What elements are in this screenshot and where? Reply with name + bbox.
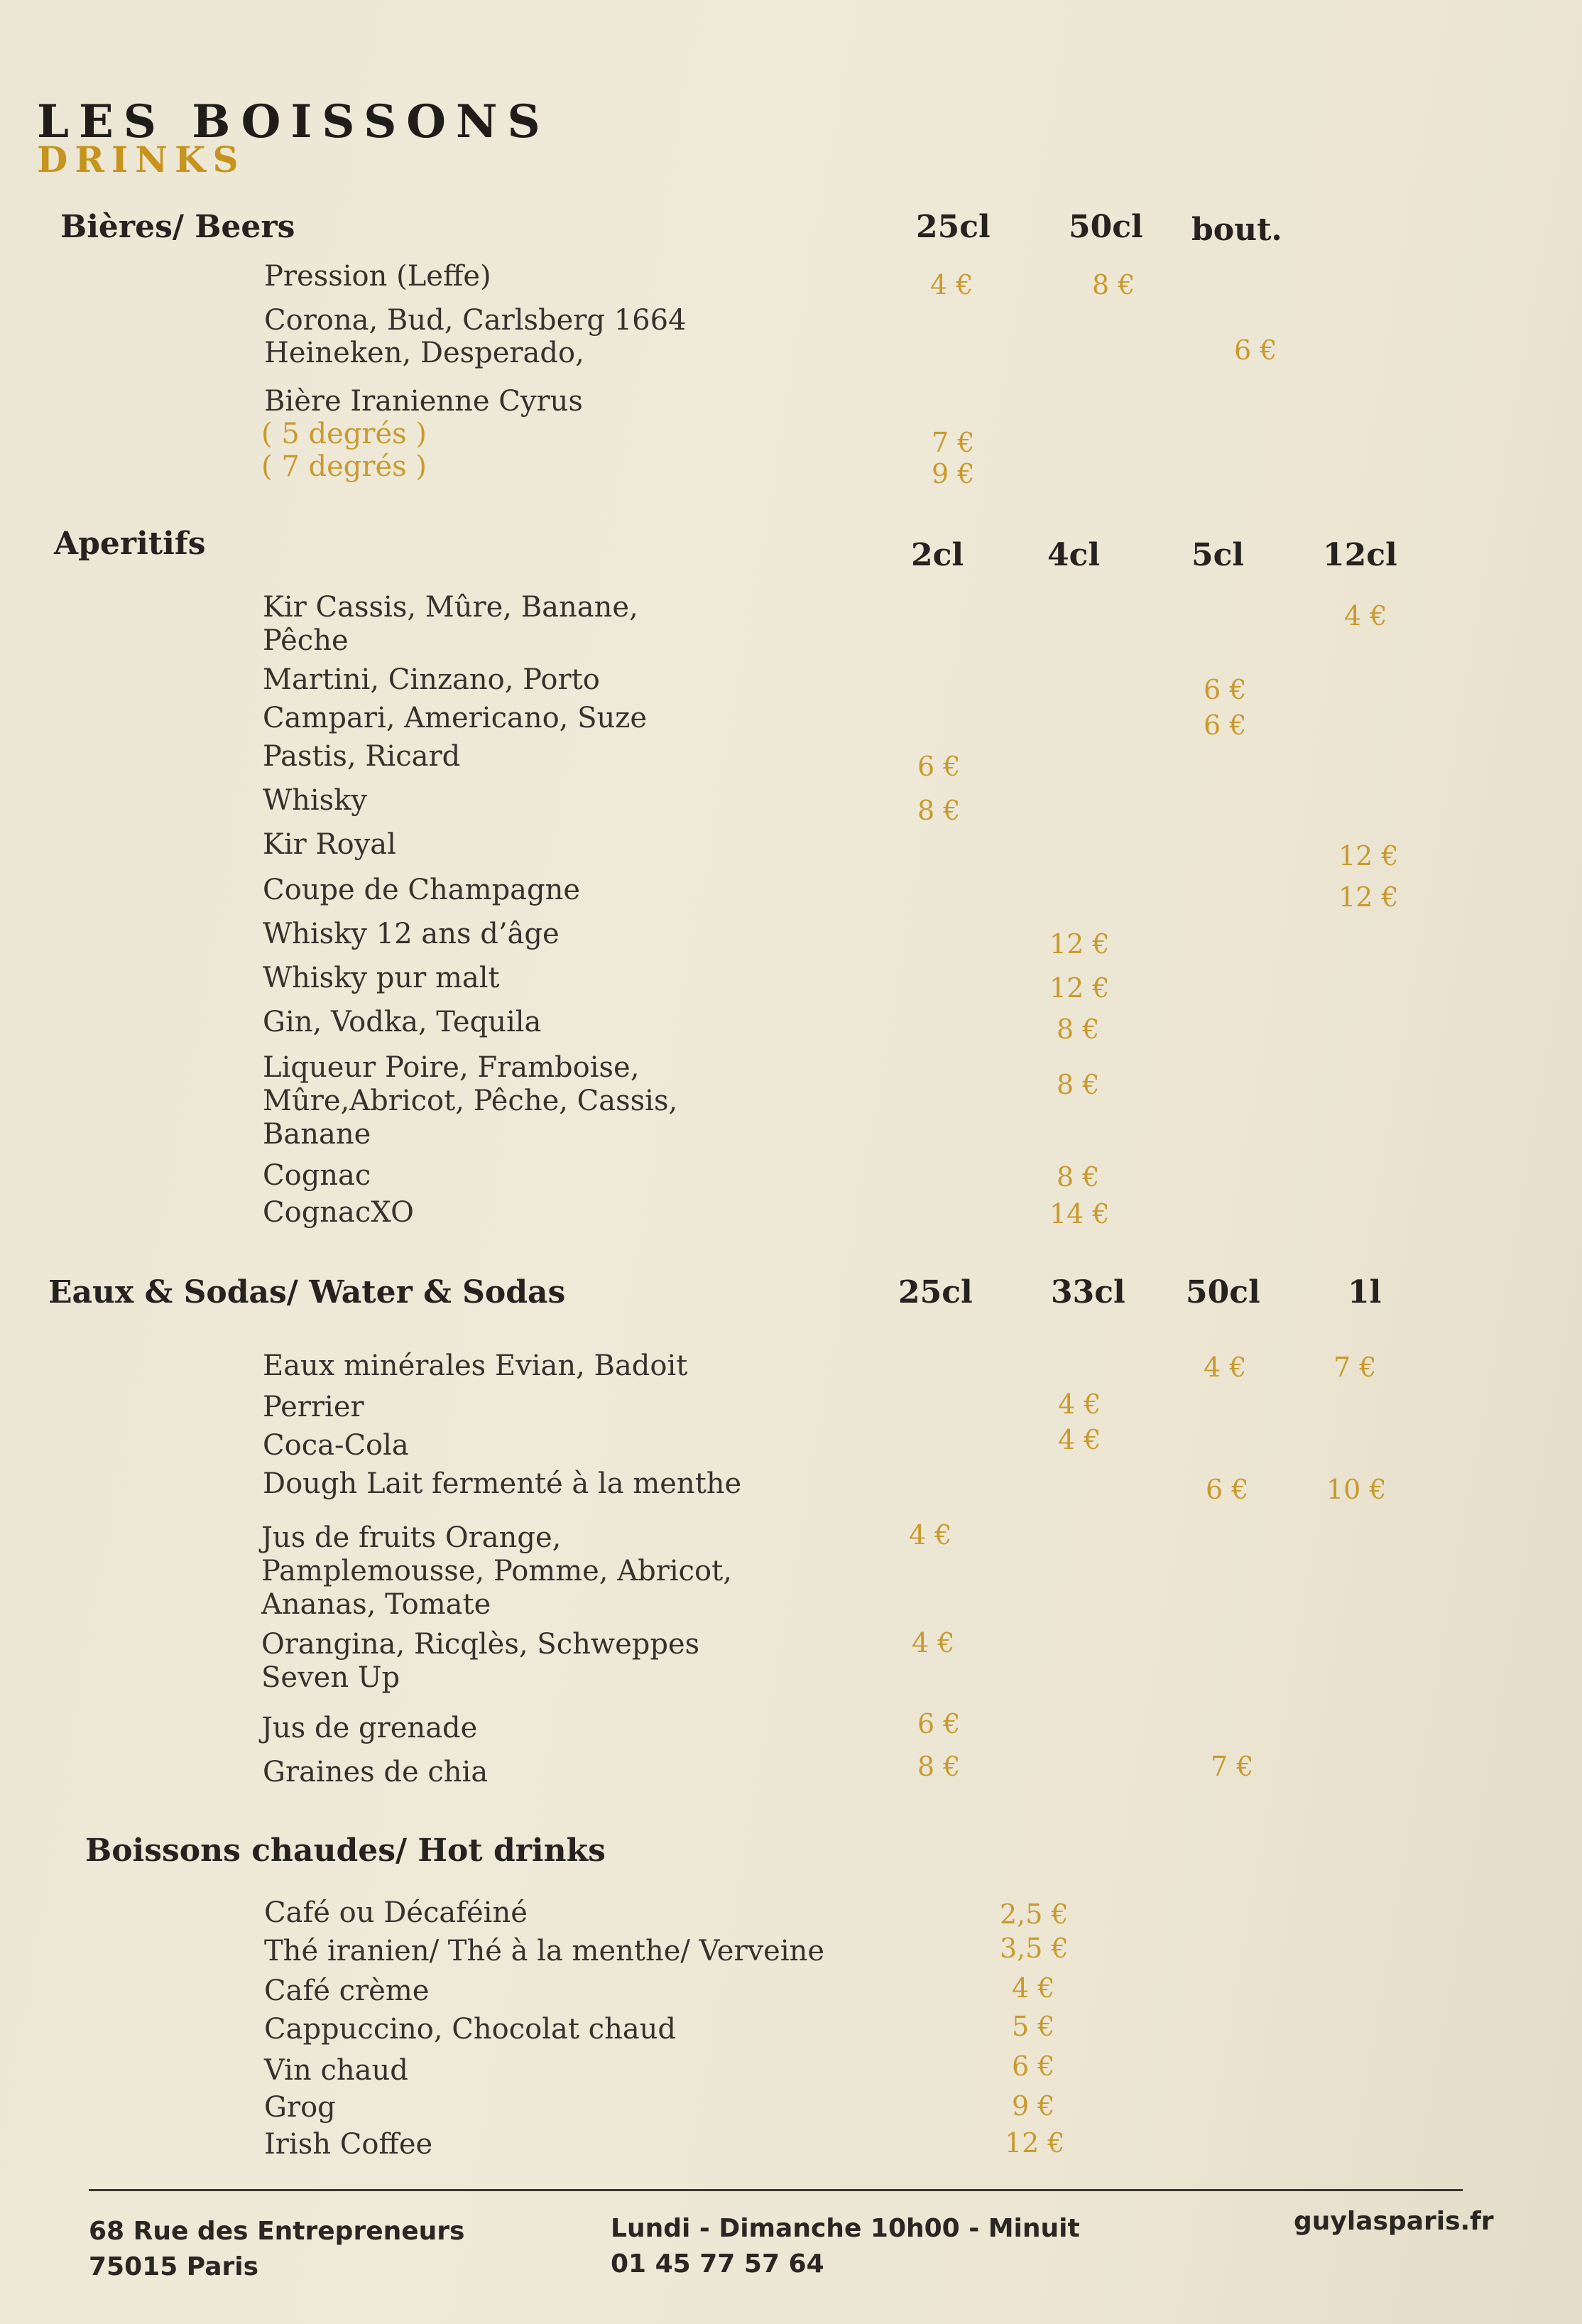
menu-item-price: 2,5 € [1000, 1899, 1069, 1930]
menu-item-price: 6 € [1234, 335, 1277, 366]
section-title-beers: Bières/ Beers [60, 209, 295, 245]
menu-item-price: 9 € [932, 458, 975, 489]
menu-item-price: 8 € [917, 795, 961, 826]
menu-item-price: 6 € [1012, 2051, 1055, 2082]
menu-item-price: 5 € [1012, 2011, 1055, 2042]
column-header: 33cl [1051, 1274, 1125, 1310]
menu-item-price: 12 € [1338, 881, 1399, 913]
menu-item-price: 8 € [1092, 269, 1135, 300]
menu-item-name: Liqueur Poire, Framboise, Mûre,Abricot, Pêche, Cassis, Banane [263, 1051, 678, 1151]
menu-item-price: 14 € [1049, 1198, 1110, 1229]
menu-item-name: Grog [264, 2091, 336, 2124]
menu-item-price: 6 € [917, 1708, 961, 1739]
menu-item-price: 4 € [1058, 1389, 1101, 1420]
menu-item-name: Thé iranien/ Thé à la menthe/ Verveine [264, 1935, 825, 1967]
menu-item-name: Eaux minérales Evian, Badoit [263, 1350, 688, 1382]
page-title: LES BOISSONS [37, 95, 550, 148]
menu-item-price: 7 € [1333, 1352, 1377, 1383]
menu-item-name: Heineken, Desperado, [264, 337, 584, 369]
menu-item-price: 4 € [930, 269, 973, 300]
menu-item-name: Jus de grenade [261, 1712, 478, 1744]
menu-item-name: Martini, Cinzano, Porto [263, 663, 600, 696]
footer-address-line1: 68 Rue des Entrepreneurs [89, 2217, 465, 2246]
footer-website-link[interactable]: guylasparis.fr [1294, 2207, 1494, 2236]
menu-item-name: Cognac [263, 1159, 371, 1192]
menu-item-price: 8 € [1057, 1014, 1100, 1045]
footer-divider [89, 2189, 1463, 2191]
menu-item-price: 8 € [1057, 1069, 1100, 1100]
menu-item-price: 4 € [1204, 1352, 1247, 1383]
menu-item-name: Graines de chia [263, 1756, 489, 1788]
menu-item-price: 4 € [909, 1519, 952, 1551]
menu-item-price: 12 € [1049, 928, 1110, 960]
menu-item-price: 6 € [917, 751, 961, 782]
menu-item-price: 4 € [1012, 1972, 1055, 2004]
menu-item-name: Pastis, Ricard [263, 740, 461, 773]
menu-item-price: 8 € [1057, 1161, 1100, 1193]
menu-item-name: Orangina, Ricqlès, Schweppes Seven Up [261, 1628, 700, 1695]
menu-item-price: 7 € [932, 427, 975, 458]
menu-item-name: Pression (Leffe) [264, 260, 491, 293]
menu-item-price: 7 € [1211, 1751, 1254, 1782]
menu-item-price: 3,5 € [1000, 1933, 1069, 1964]
menu-item-name: Whisky [263, 784, 368, 817]
menu-item-name: Whisky pur malt [263, 962, 500, 994]
page-subtitle: DRINKS [37, 139, 246, 180]
menu-item-name: Cappuccino, Chocolat chaud [264, 2013, 677, 2046]
column-header: 50cl [1069, 209, 1143, 245]
menu-item-name: Whisky 12 ans d’âge [263, 918, 560, 950]
menu-item-variant: ( 7 degrés ) [261, 450, 427, 483]
column-header: 25cl [916, 209, 991, 245]
menu-item-price: 4 € [912, 1627, 955, 1658]
column-header: 2cl [911, 537, 964, 573]
menu-item-name: Irish Coffee [264, 2128, 433, 2161]
section-title-aperitifs: Aperitifs [54, 526, 206, 562]
menu-item-price: 12 € [1338, 840, 1399, 872]
menu-item-name: Kir Royal [263, 828, 396, 861]
menu-item-name: Bière Iranienne Cyrus [264, 385, 583, 418]
footer-hours: Lundi - Dimanche 10h00 - Minuit [611, 2214, 1080, 2243]
menu-item-price: 12 € [1049, 972, 1110, 1004]
section-title-waters: Eaux & Sodas/ Water & Sodas [48, 1274, 566, 1310]
menu-item-price: 6 € [1206, 1474, 1249, 1505]
column-header: 5cl [1191, 537, 1245, 573]
footer-address-line2: 75015 Paris [89, 2252, 259, 2281]
column-header: bout. [1191, 212, 1282, 248]
menu-item-price: 6 € [1204, 710, 1247, 741]
menu-item-name: Coca-Cola [263, 1429, 409, 1462]
footer-phone: 01 45 77 57 64 [611, 2249, 824, 2279]
menu-item-name: Dough Lait fermenté à la menthe [263, 1467, 742, 1500]
column-header: 50cl [1186, 1274, 1260, 1310]
menu-item-name: Kir Cassis, Mûre, Banane, Pêche [263, 591, 638, 658]
column-header: 12cl [1323, 537, 1397, 573]
menu-item-name: Coupe de Champagne [263, 874, 581, 906]
menu-item-name: Campari, Americano, Suze [263, 702, 648, 734]
menu-item-name: Café ou Décaféiné [264, 1896, 528, 1929]
menu-item-price: 4 € [1058, 1424, 1101, 1455]
section-title-hot-drinks: Boissons chaudes/ Hot drinks [85, 1832, 606, 1869]
menu-item-price: 9 € [1012, 2090, 1055, 2122]
menu-item-name: Jus de fruits Orange, Pamplemousse, Pomme, Abricot, Ananas, Tomate [261, 1521, 732, 1622]
menu-item-name: Perrier [263, 1391, 364, 1423]
menu-item-price: 4 € [1344, 600, 1387, 631]
menu-item-name: CognacXO [263, 1196, 414, 1229]
menu-item-name: Gin, Vodka, Tequila [263, 1006, 542, 1038]
menu-item-price: 10 € [1326, 1474, 1387, 1505]
menu-item-name: Café crème [264, 1975, 430, 2007]
menu-item-price: 12 € [1005, 2127, 1065, 2159]
menu-item-price: 8 € [917, 1751, 961, 1782]
column-header: 4cl [1047, 537, 1101, 573]
menu-item-name: Vin chaud [264, 2054, 408, 2087]
menu-item-name: Corona, Bud, Carlsberg 1664 [264, 304, 687, 337]
column-header: 25cl [898, 1274, 973, 1310]
column-header: 1l [1348, 1274, 1382, 1310]
menu-item-price: 6 € [1204, 674, 1247, 705]
menu-item-variant: ( 5 degrés ) [261, 418, 427, 450]
